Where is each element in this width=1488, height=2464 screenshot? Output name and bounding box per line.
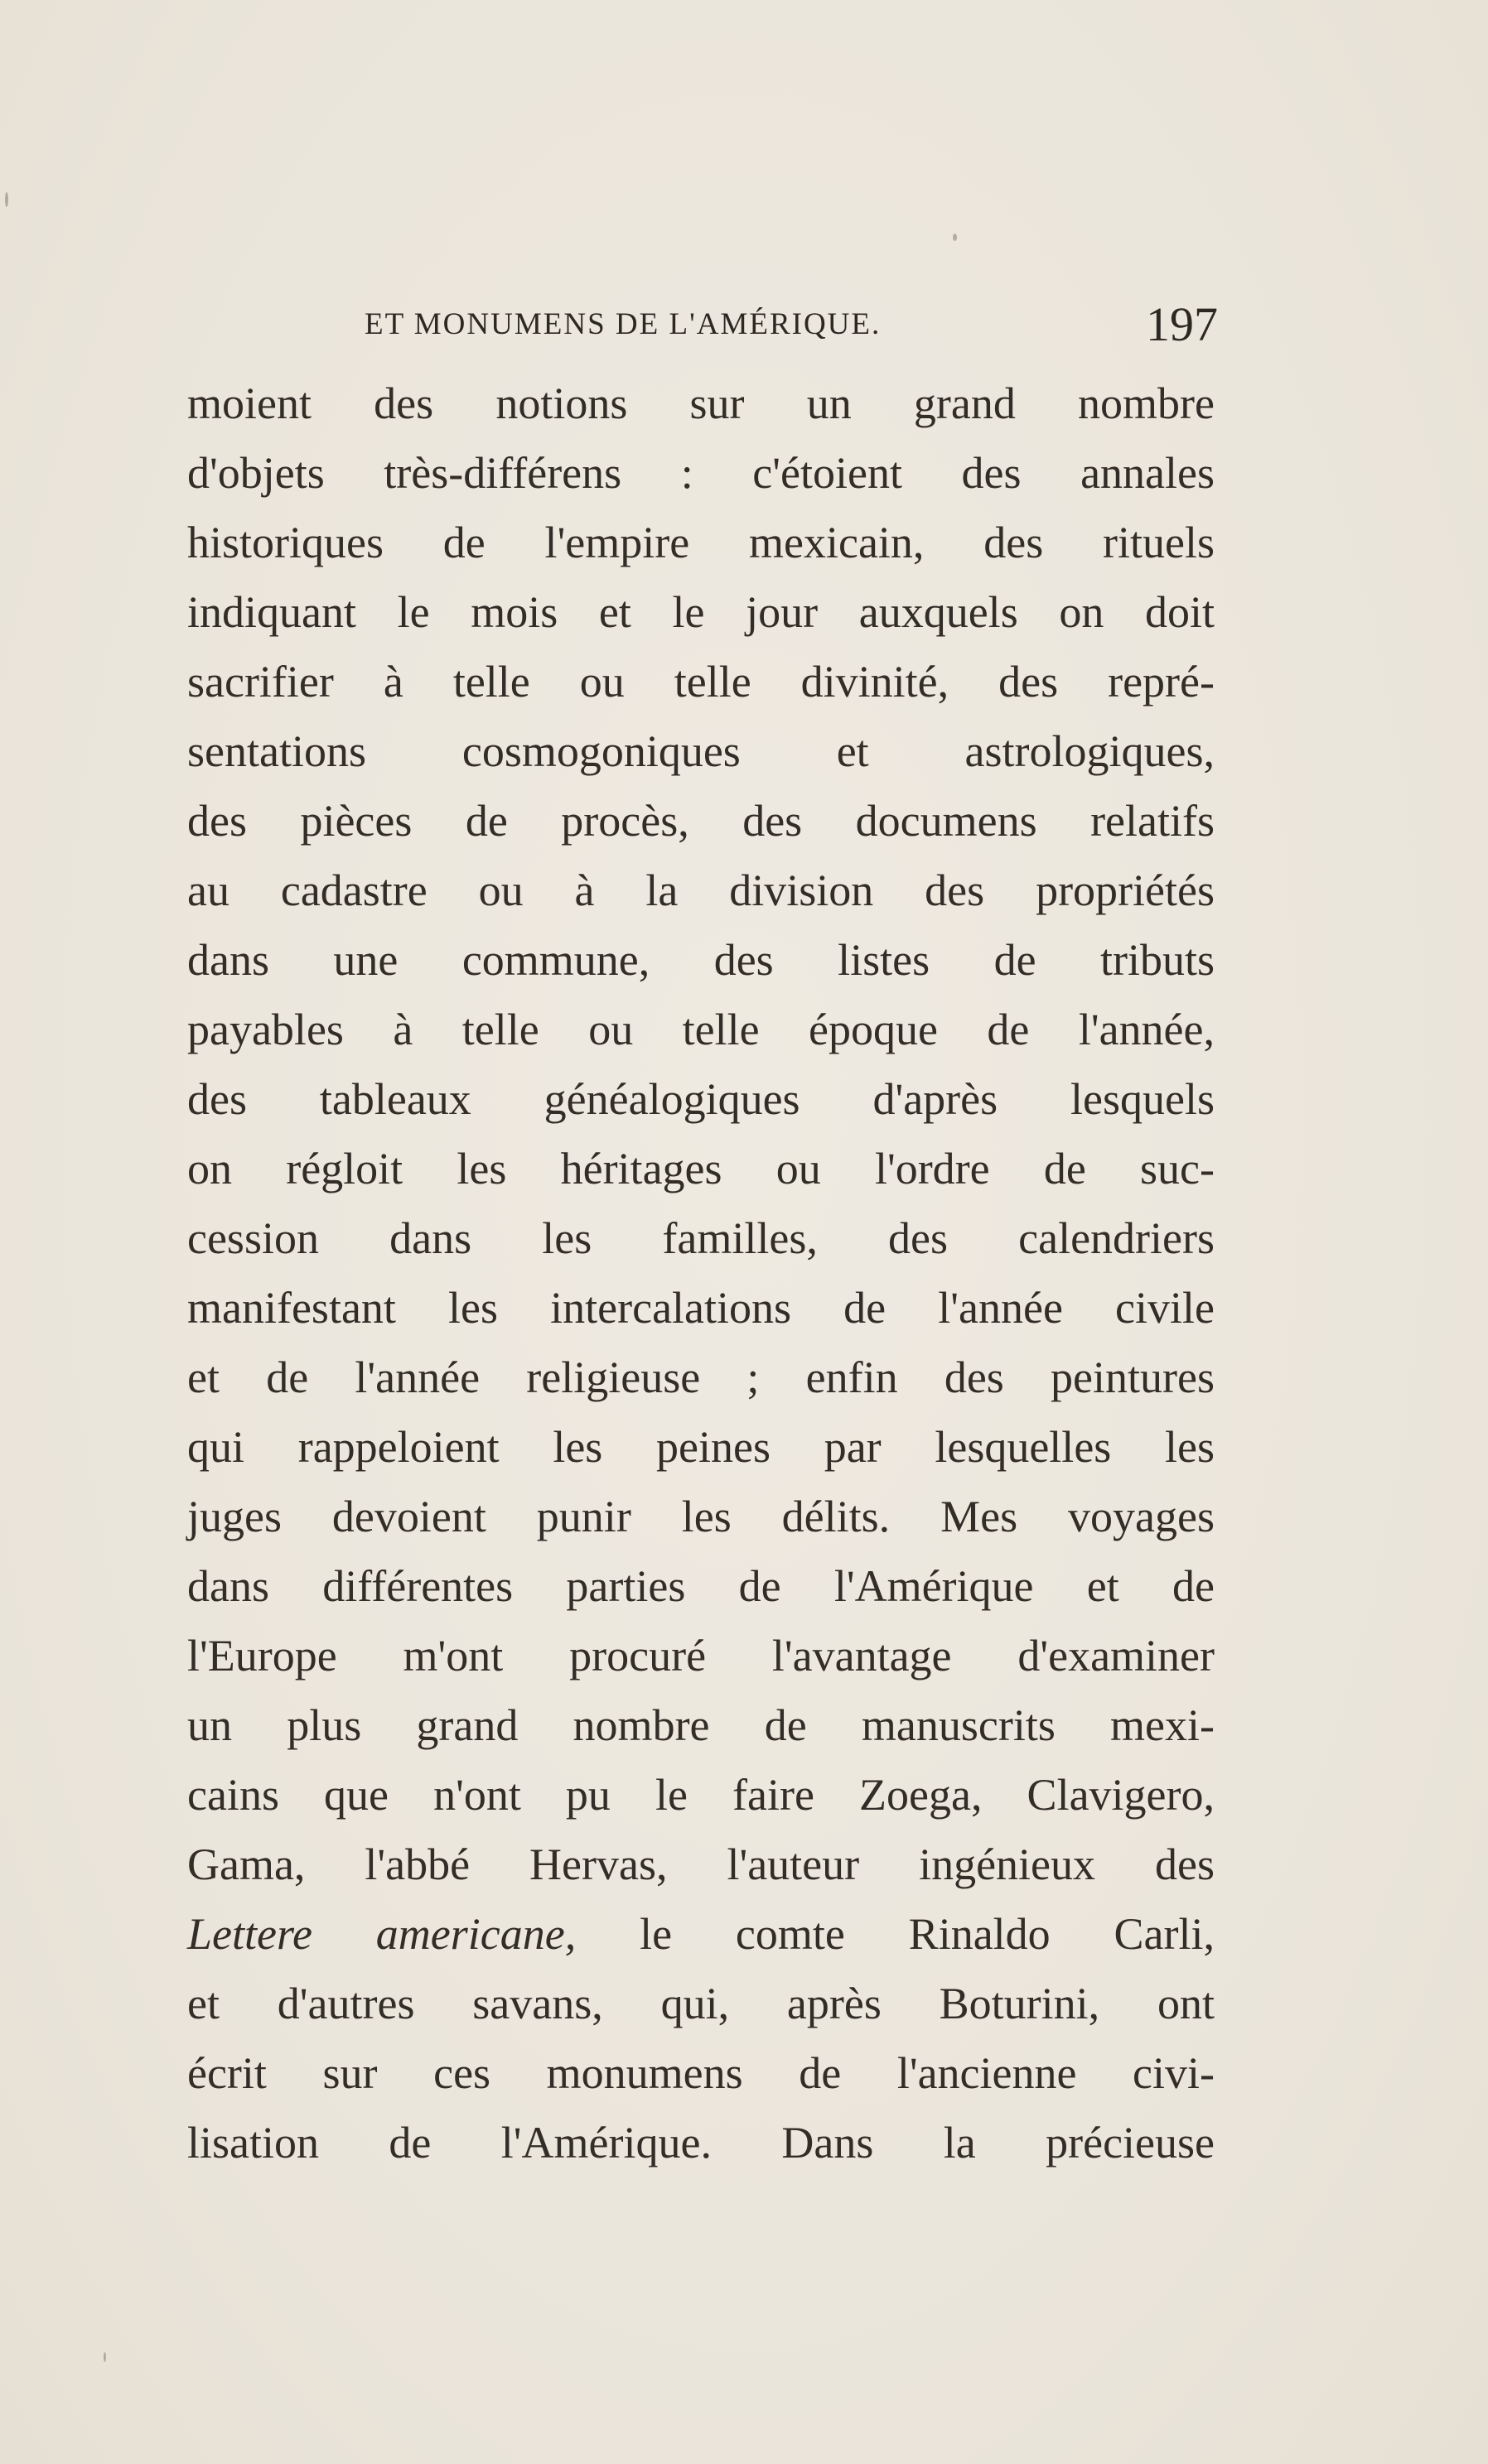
text-line-mixed [187,1899,1215,1969]
text-line: Gama, l'abbé Hervas, l'auteur ingénieux des [187,1840,1215,1889]
text-line: juges devoient punir les délits. Mes voyages [187,1492,1215,1541]
running-title: ET MONUMENS DE L'AMÉRIQUE. [365,307,882,341]
body-text [187,369,1215,2177]
paper-speck [953,234,957,241]
text-line: lisation de l'Amérique. Dans la précieuse [187,2118,1215,2167]
text-line: et d'autres savans, qui, après Boturini, ont [187,1979,1215,2028]
italic-title: Lettere americane, [187,1909,577,1959]
text-line: sentations cosmogoniques et astrologiques, [187,726,1215,776]
paper-speck [104,2352,106,2362]
text-line: cession dans les familles, des calendriers [187,1213,1215,1263]
text-line: et de l'année religieuse ; enfin des peintures [187,1353,1215,1402]
text-line: cains que n'ont pu le faire Zoega, Clavigero, [187,1770,1215,1820]
text-line: d'objets très-différens : c'étoient des annales [187,448,1215,498]
text-line: moient des notions sur un grand nombre [187,379,1215,428]
text-line: un plus grand nombre de manuscrits mexi- [187,1700,1215,1750]
page-number: 197 [1146,297,1218,351]
text-line: payables à telle ou telle époque de l'année, [187,1005,1215,1054]
text-line: sacrifier à telle ou telle divinité, des repré- [187,657,1215,706]
text-line: manifestant les intercalations de l'année civile [187,1283,1215,1333]
text-span: le comte Rinaldo Carli, [640,1909,1215,1959]
text-line: dans différentes parties de l'Amérique et de [187,1561,1215,1611]
text-line: au cadastre ou à la division des propriétés [187,866,1215,915]
text-line: dans une commune, des listes de tributs [187,935,1215,985]
page-header [365,297,1218,354]
text-line: des pièces de procès, des documens relatifs [187,796,1215,846]
text-line: des tableaux généalogiques d'après lesquels [187,1074,1215,1124]
text-line: historiques de l'empire mexicain, des rituels [187,518,1215,567]
text-line: on régloit les héritages ou l'ordre de suc- [187,1144,1215,1193]
paper-speck [5,192,8,207]
text-line: indiquant le mois et le jour auxquels on doit [187,587,1215,637]
text-line: écrit sur ces monumens de l'ancienne civi- [187,2048,1215,2098]
text-line: l'Europe m'ont procuré l'avantage d'examiner [187,1631,1215,1680]
text-line: qui rappeloient les peines par lesquelles les [187,1422,1215,1472]
